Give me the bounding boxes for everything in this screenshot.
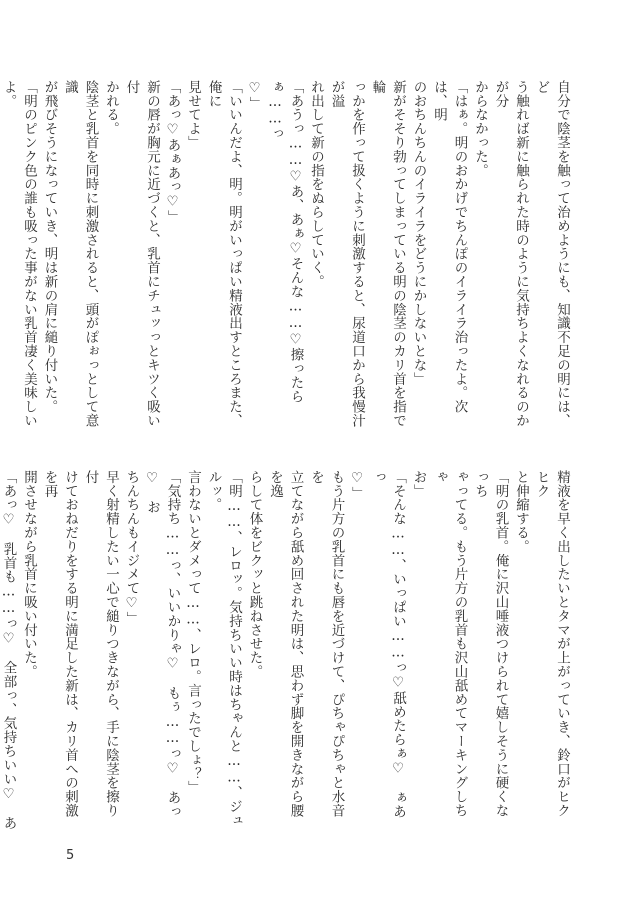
text-column: らして体をビクッと跳ねさせた。: [246, 470, 263, 679]
text-column: けておねだりをする明に満足した新は、カリ首への刺激を再: [41, 470, 78, 818]
text-column: 開させながら乳首に吸い付いた。: [21, 470, 37, 679]
text-column: 早く射精したい一心で縋りつきながら、手に陰茎を擦り付: [82, 470, 119, 818]
text-column: 新の唇が胸元に近づくと、乳首にチュッっとキツく吸い付: [123, 80, 160, 428]
text-block-top: [0, 80, 572, 440]
text-column: ♡」: [349, 470, 365, 501]
text-column: 新がそそり勃ってしまっている明の陰茎のカリ首を指で輪: [369, 80, 406, 428]
text-column: と伸縮する。: [513, 470, 529, 554]
text-column: 「あっ♡ 乳首も……っ♡ 全部っ、気持ちいい♡ あ: [0, 470, 17, 830]
text-column: う触れば新に触られた時のように気持ちよくなれるのかが分: [492, 80, 529, 428]
text-column: 「気持ち……っ、いいかりゃ♡ もぅ……っ♡ あっ♡ お: [144, 470, 181, 819]
text-column: ゃってる。もう片方の乳首も沢山舐めてマーキングしちゃ: [431, 470, 468, 818]
text-column: 自分で陰茎を触って治めようにも、知識不足の明には、ど: [533, 80, 570, 428]
text-column: 「あっ♡あぁあっ♡」: [164, 80, 181, 224]
text-column: 立てながら舐め回された明は、思わず脚を開きながら腰を逸: [267, 470, 304, 818]
text-column: 言わないとダメって……、レロ。言ったでしょ？」: [185, 470, 201, 795]
text-column: 「明のピンク色の誰も吸った事がない乳首凄く美味しいよ。: [0, 80, 37, 428]
text-column: 陰茎と乳首を同時に刺激されると、頭がぽぉっとして意識: [62, 80, 99, 428]
text-column: 「明の乳首。俺に沢山唾液つけられて嬉しそうに硬くなっち: [472, 470, 509, 818]
text-column: かれる。: [103, 80, 119, 136]
page-number: 5: [66, 848, 75, 863]
text-column: 「あうっ……♡あ、あぁ♡そんな……♡擦ったらぁ……っ: [267, 80, 304, 404]
text-column: 見せてよ」: [185, 80, 201, 150]
text-column: ちんちんもイジメて♡」: [123, 470, 140, 626]
text-column: 「はぁ。明のおかげでちんぽのイライラ治ったよ。次は、明: [431, 80, 468, 414]
text-block-bottom: [0, 470, 572, 830]
text-column: 精液を早く出したいとタマが上がっていき、鈴口がヒクヒク: [533, 470, 570, 818]
text-column: 「明……、レロッ。気持ちいい時はちゃんと……、ジュルッ。: [205, 470, 242, 828]
text-column: 「いいんだよ、明。明がいっぱい精液出すところまた、俺に: [205, 80, 242, 428]
text-column: お」: [410, 470, 427, 498]
text-column: れ出して新の指をぬらしていく。: [308, 80, 324, 289]
text-column: のおちんちんのイライラをどうにかしないとな」: [410, 80, 427, 386]
text-column: からなかった。: [472, 80, 488, 178]
text-column: っかを作って扱くように刺激すると、尿道口から我慢汁が溢: [328, 80, 365, 428]
text-column: 「そんな……、いっぱい……っ♡舐めたらぁ♡ ぁあっ: [369, 470, 406, 819]
text-column: もう片方の乳首にも唇を近づけて、ぴちゃぴちゃと水音を: [308, 470, 345, 818]
text-column: が飛びそうになっていき、明は新の肩に縋り付いた。: [41, 80, 58, 414]
text-column: ♡」: [246, 80, 263, 111]
